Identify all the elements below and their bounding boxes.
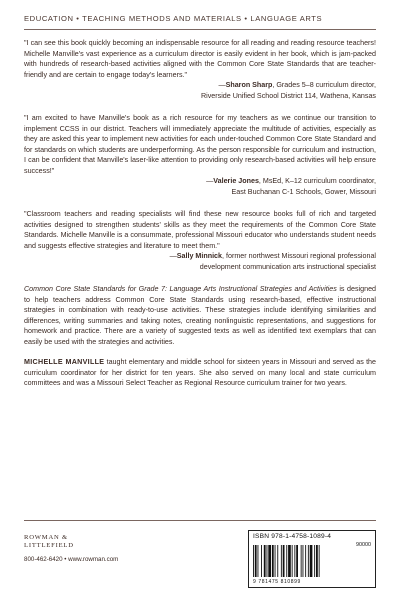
divider — [24, 29, 376, 30]
footer-divider — [24, 520, 376, 521]
publisher-contact: 800-462-6420 • www.rowman.com — [24, 556, 119, 563]
endorser-name: Valerie Jones — [213, 177, 259, 185]
endorser-name: Sharon Sharp — [225, 81, 273, 89]
endorser-role: , Grades 5–8 curriculum director, — [272, 81, 376, 89]
endorsement-attribution: —Sharon Sharp, Grades 5–8 curriculum director, — [218, 81, 376, 89]
author-name: MICHELLE MANVILLE — [24, 358, 105, 366]
endorsement-3 — [24, 209, 376, 272]
endorsement-attribution: —Valerie Jones, MsEd, K–12 curriculum coordinator, — [206, 177, 376, 185]
author-bio — [24, 357, 376, 389]
endorsement-1 — [24, 38, 376, 101]
endorser-affiliation: development communication arts instructional specialist — [199, 262, 376, 271]
endorser-affiliation: Riverside Unified School District 114, Wathena, Kansas — [200, 91, 376, 100]
description-body: is designed to help teachers address Common Core State Standards using research-based, effective instructional strategies in combination with ready-to-use activities. These strategies include identifying similarities and differences, writing summaries and taking notes, creating nonlinguistic representations, and suggestions for homework and practice. There are a variety of suggested texts as well as identified text exemplars that can easily be used with the strategies and activities. — [24, 285, 377, 346]
endorser-affiliation: East Buchanan C-1 Schools, Gower, Missouri — [231, 187, 376, 196]
isbn-label: ISBN 978-1-4758-1089-4 — [253, 533, 332, 540]
price-code: 90000 — [356, 542, 371, 548]
barcode — [253, 541, 373, 581]
author-bio-text: taught elementary and middle school for sixteen years in Missouri and served as the curriculum coordinator for her district for ten years. She also served on many local and state curriculum committees and was a Missouri Select Teacher as Regional Resource curriculum trainer for two years. — [24, 358, 376, 387]
publisher-logo-line1: ROWMAN & — [24, 534, 68, 541]
endorser-role: , former northwest Missouri regional professional — [222, 252, 376, 260]
book-title: Common Core State Standards for Grade 7: Language Arts Instructional Strategies and Activities — [24, 285, 337, 293]
endorser-role: , MsEd, K–12 curriculum coordinator, — [258, 177, 376, 185]
endorsement-quote: "I am excited to have Manville's book as a rich resource for my teachers as we continue our transition to implement CCSS in our district. Teachers will immediately appreciate the multitude of activities, especially as they are asked this year to implement new activities for each under-touched Common Core State Standard and for standards on which students are underperforming. As the person responsible for curriculum and instruction, I can be confident that Manville's laser-like attention to providing only research-based activities will help ensure success!" — [24, 114, 376, 175]
book-description — [24, 284, 376, 347]
endorsement-quote: "I can see this book quickly becoming an indispensable resource for all reading and reading resource teachers! Michelle Manville's vast experience as a curriculum director is easily evident in her book, which is jam-packed with hundreds of research-based activities aligned with the Common Core State Standards that are teacher-friendly and are certain to engage today's learners." — [24, 39, 376, 79]
publisher-logo — [24, 534, 74, 550]
barcode-digits: 9 781475 810899 — [253, 579, 301, 585]
endorsement-attribution: —Sally Minnick, former northwest Missouri regional professional — [169, 252, 376, 260]
endorser-name: Sally Minnick — [176, 252, 223, 260]
barcode-bars — [253, 545, 320, 577]
cover-footer — [24, 520, 376, 592]
endorsement-2 — [24, 113, 376, 197]
endorsement-quote: "Classroom teachers and reading specialists will find these new resource books full of rich and targeted activities designed to strengthen students' skills as they meet the requirements of the Common Core State Standards. Michelle Manville is a consummate, professional Missouri educator who understands student needs and suggests effective strategies and literature to meet them." — [24, 210, 376, 250]
publisher-logo-line2: LITTLEFIELD — [24, 542, 74, 549]
category-line: EDUCATION • TEACHING METHODS AND MATERIALS • LANGUAGE ARTS — [24, 14, 323, 23]
isbn-barcode-box — [248, 530, 376, 588]
